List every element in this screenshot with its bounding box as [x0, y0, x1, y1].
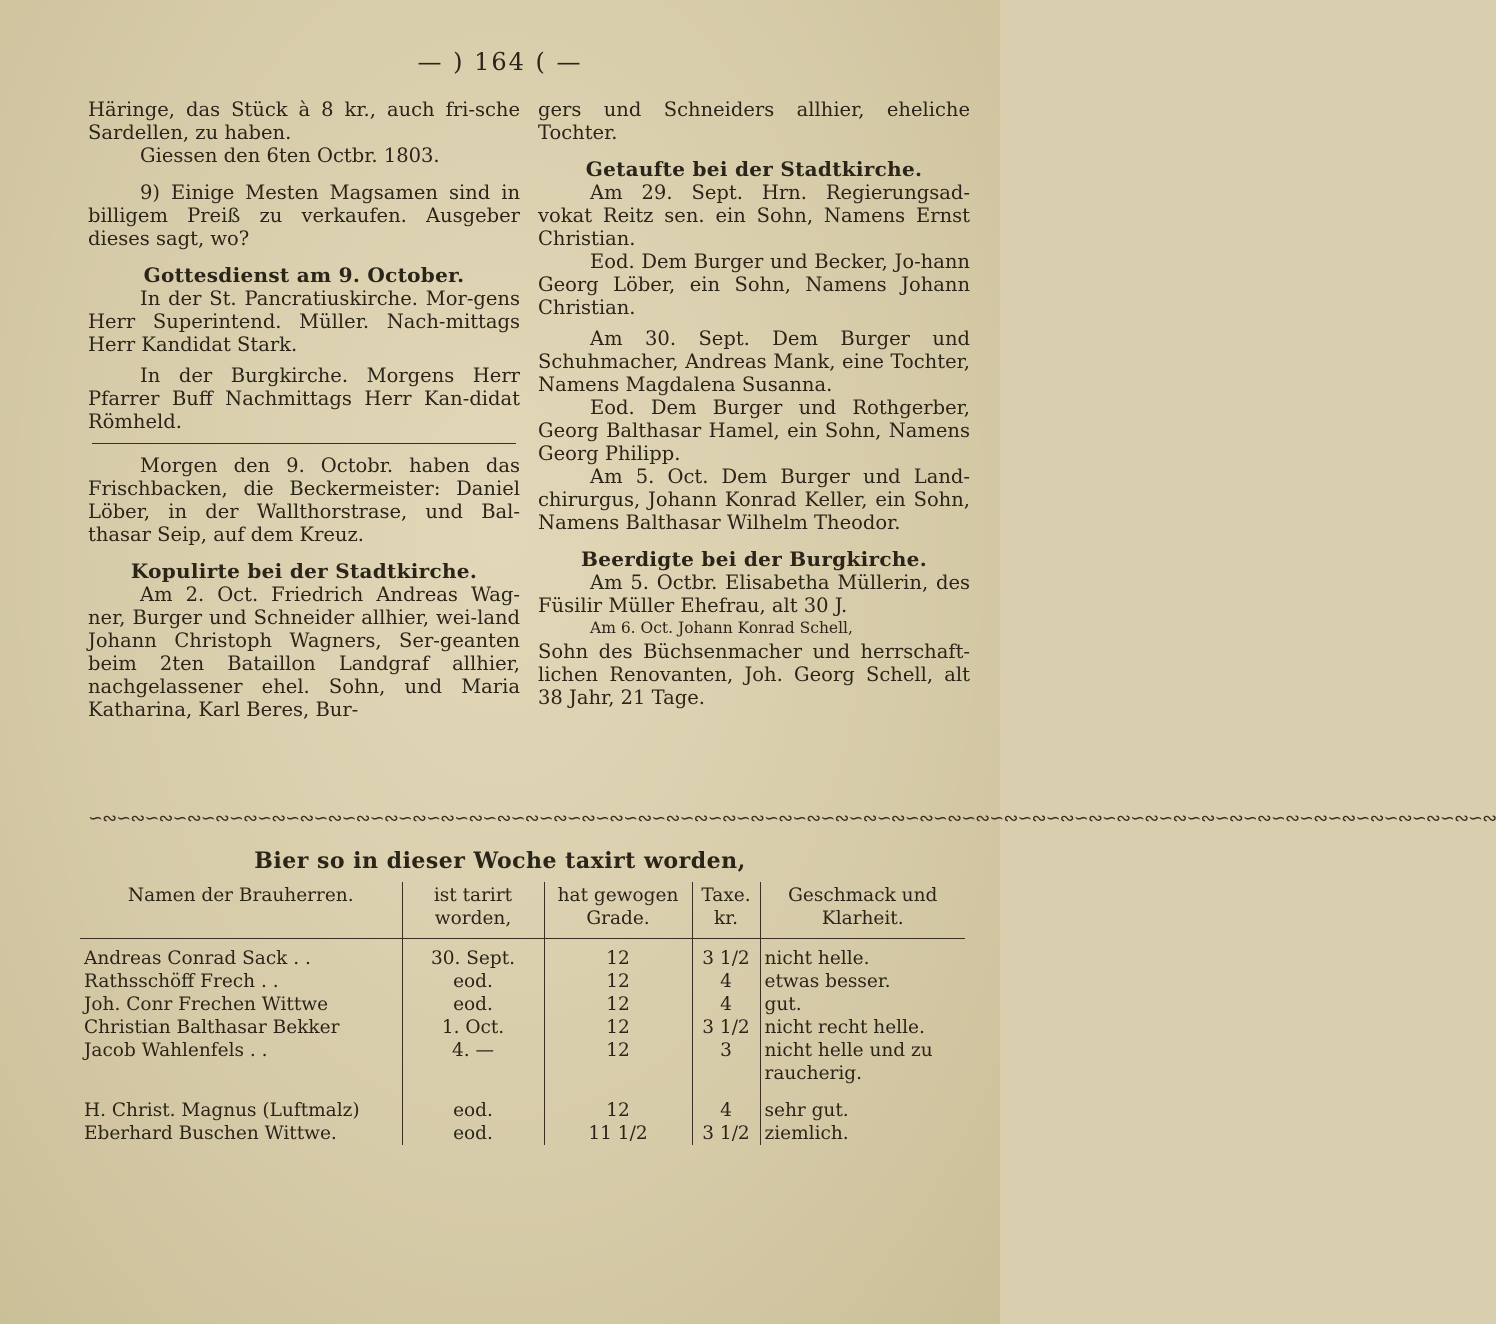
table-row	[80, 1016, 965, 1039]
dateline: Giessen den 6ten Octbr. 1803.	[140, 144, 440, 167]
taste-value: sehr gut.	[760, 1085, 965, 1122]
baptism-entry-5: Am 5. Oct. Dem Burger und Land-chirurgus, Johann Konrad Keller, ein Sohn, Namens Balthasar Wilhelm Theodor.	[538, 465, 970, 534]
table-row	[80, 970, 965, 993]
burial-entry-2: Sohn des Büchsenmacher und herrschaft-lichen Renovanten, Joh. Georg Schell, alt 38 Jahr, 21 Tage.	[538, 640, 970, 709]
seed-notice: 9) Einige Mesten Magsamen sind in billigem Preiß zu verkaufen. Ausgeber dieses sagt, wo?	[88, 181, 520, 250]
heading-baptisms: Getaufte bei der Stadtkirche.	[585, 157, 923, 181]
brewer-name: Jacob Wahlenfels . .	[84, 1040, 268, 1061]
tax-date: eod.	[402, 970, 544, 993]
table-row	[80, 939, 965, 971]
brewer-name: Joh. Conr Frechen Wittwe	[84, 994, 329, 1015]
grade-value: 12	[544, 993, 692, 1016]
right-column	[538, 98, 970, 709]
brewer-name: Andreas Conrad Sack . .	[84, 948, 311, 969]
tax-date: 30. Sept.	[402, 939, 544, 971]
worship-burgkirche: In der Burgkirche. Morgens Herr Pfarrer Buff Nachmittags Herr Kan-didat Römheld.	[88, 364, 520, 433]
header-taste: Geschmack und Klarheit.	[760, 882, 965, 939]
baptism-entry-4: Eod. Dem Burger und Rothgerber, Georg Balthasar Hamel, ein Sohn, Namens Georg Philipp.	[538, 396, 970, 465]
taste-value: etwas besser.	[760, 970, 965, 993]
herring-notice: Häringe, das Stück à 8 kr., auch fri-sche Sardellen, zu haben.	[88, 98, 520, 144]
marriage-entry-continued: gers und Schneiders allhier, eheliche Tochter.	[538, 98, 970, 144]
tax-value: 4	[692, 993, 760, 1016]
tax-date: eod.	[402, 1085, 544, 1122]
table-row	[80, 1122, 965, 1145]
divider-rule	[92, 443, 516, 444]
grade-value: 12	[544, 1039, 692, 1085]
tax-value: 3	[692, 1039, 760, 1085]
heading-burials: Beerdigte bei der Burgkirche.	[581, 547, 927, 571]
burial-entry-2-start: Am 6. Oct. Johann Konrad Schell,	[590, 619, 853, 637]
taste-value: gut.	[760, 993, 965, 1016]
header-date: ist tarirt worden,	[402, 882, 544, 939]
header-grade: hat gewogen Grade.	[544, 882, 692, 939]
tax-date: eod.	[402, 1122, 544, 1145]
table-row	[80, 1039, 965, 1085]
heading-worship: Gottesdienst am 9. October.	[143, 263, 465, 287]
baptism-entry-3: Am 30. Sept. Dem Burger und Schuhmacher, Andreas Mank, eine Tochter, Namens Magdalena Susanna.	[538, 327, 970, 396]
tax-date: 4. —	[402, 1039, 544, 1085]
beer-table-title: Bier so in dieser Woche taxirt worden,	[254, 848, 746, 874]
grade-value: 12	[544, 1016, 692, 1039]
ornamental-border: ∽∾∽∾∽∾∽∾∽∾∽∾∽∾∽∾∽∾∽∾∽∾∽∾∽∾∽∾∽∾∽∾∽∾∽∾∽∾∽∾∽∾∽∾∽∾∽∾∽∾∽∾∽∾∽∾∽∾∽∾∽∾∽∾∽∾∽∾∽∾∽∾∽∾∽∾∽∾∽∾∽∾∽∾∽∾∽∾∽∾∽∾∽∾∽∾∽∾∽∾	[88, 808, 1496, 829]
brewer-name: H. Christ. Magnus (Luftmalz)	[84, 1100, 360, 1121]
worship-pancratius: In der St. Pancratiuskirche. Mor-gens Herr Superintend. Müller. Nach-mittags Herr Kandidat Stark.	[88, 287, 520, 356]
tax-date: 1. Oct.	[402, 1016, 544, 1039]
heading-marriages: Kopulirte bei der Stadtkirche.	[130, 559, 478, 583]
page-number: — ) 164 ( —	[417, 48, 583, 76]
header-brewers: Namen der Brauherren.	[80, 882, 402, 939]
grade-value: 12	[544, 1085, 692, 1122]
brewer-name: Rathsschöff Frech . .	[84, 971, 279, 992]
tax-value: 3 1/2	[692, 1016, 760, 1039]
brewer-name: Eberhard Buschen Wittwe.	[84, 1123, 337, 1144]
grade-value: 11 1/2	[544, 1122, 692, 1145]
taste-value: nicht helle.	[760, 939, 965, 971]
tax-value: 3 1/2	[692, 1122, 760, 1145]
taste-value: ziemlich.	[760, 1122, 965, 1145]
tax-value: 3 1/2	[692, 939, 760, 971]
tax-date: eod.	[402, 993, 544, 1016]
left-column	[88, 98, 520, 721]
marriage-entry: Am 2. Oct. Friedrich Andreas Wag-ner, Burger und Schneider allhier, wei-land Johann Christoph Wagners, Ser-geanten beim 2ten Bataillon Landgraf allhier, nachgelassener ehel. Sohn, und Maria Katharina, Karl Beres, Bur-	[88, 583, 520, 721]
header-tax: Taxe. kr.	[692, 882, 760, 939]
taste-value: nicht helle und zu raucherig.	[760, 1039, 965, 1085]
grade-value: 12	[544, 939, 692, 971]
brewer-name: Christian Balthasar Bekker	[84, 1017, 340, 1038]
tax-value: 4	[692, 1085, 760, 1122]
beer-table	[80, 882, 965, 1145]
taste-value: nicht recht helle.	[760, 1016, 965, 1039]
grade-value: 12	[544, 970, 692, 993]
tax-value: 4	[692, 970, 760, 993]
baking-notice: Morgen den 9. Octobr. haben das Frischbacken, die Beckermeister: Daniel Löber, in der Wallthorstrase, und Bal-thasar Seip, auf dem Kreuz.	[88, 454, 520, 546]
table-row	[80, 1085, 965, 1122]
burial-entry-1: Am 5. Octbr. Elisabetha Müllerin, des Füsilir Müller Ehefrau, alt 30 J.	[538, 571, 970, 617]
table-row	[80, 993, 965, 1016]
baptism-entry-1: Am 29. Sept. Hrn. Regierungsad-vokat Reitz sen. ein Sohn, Namens Ernst Christian.	[538, 181, 970, 250]
baptism-entry-2: Eod. Dem Burger und Becker, Jo-hann Georg Löber, ein Sohn, Namens Johann Christian.	[538, 250, 970, 319]
beer-table-header	[80, 882, 965, 939]
